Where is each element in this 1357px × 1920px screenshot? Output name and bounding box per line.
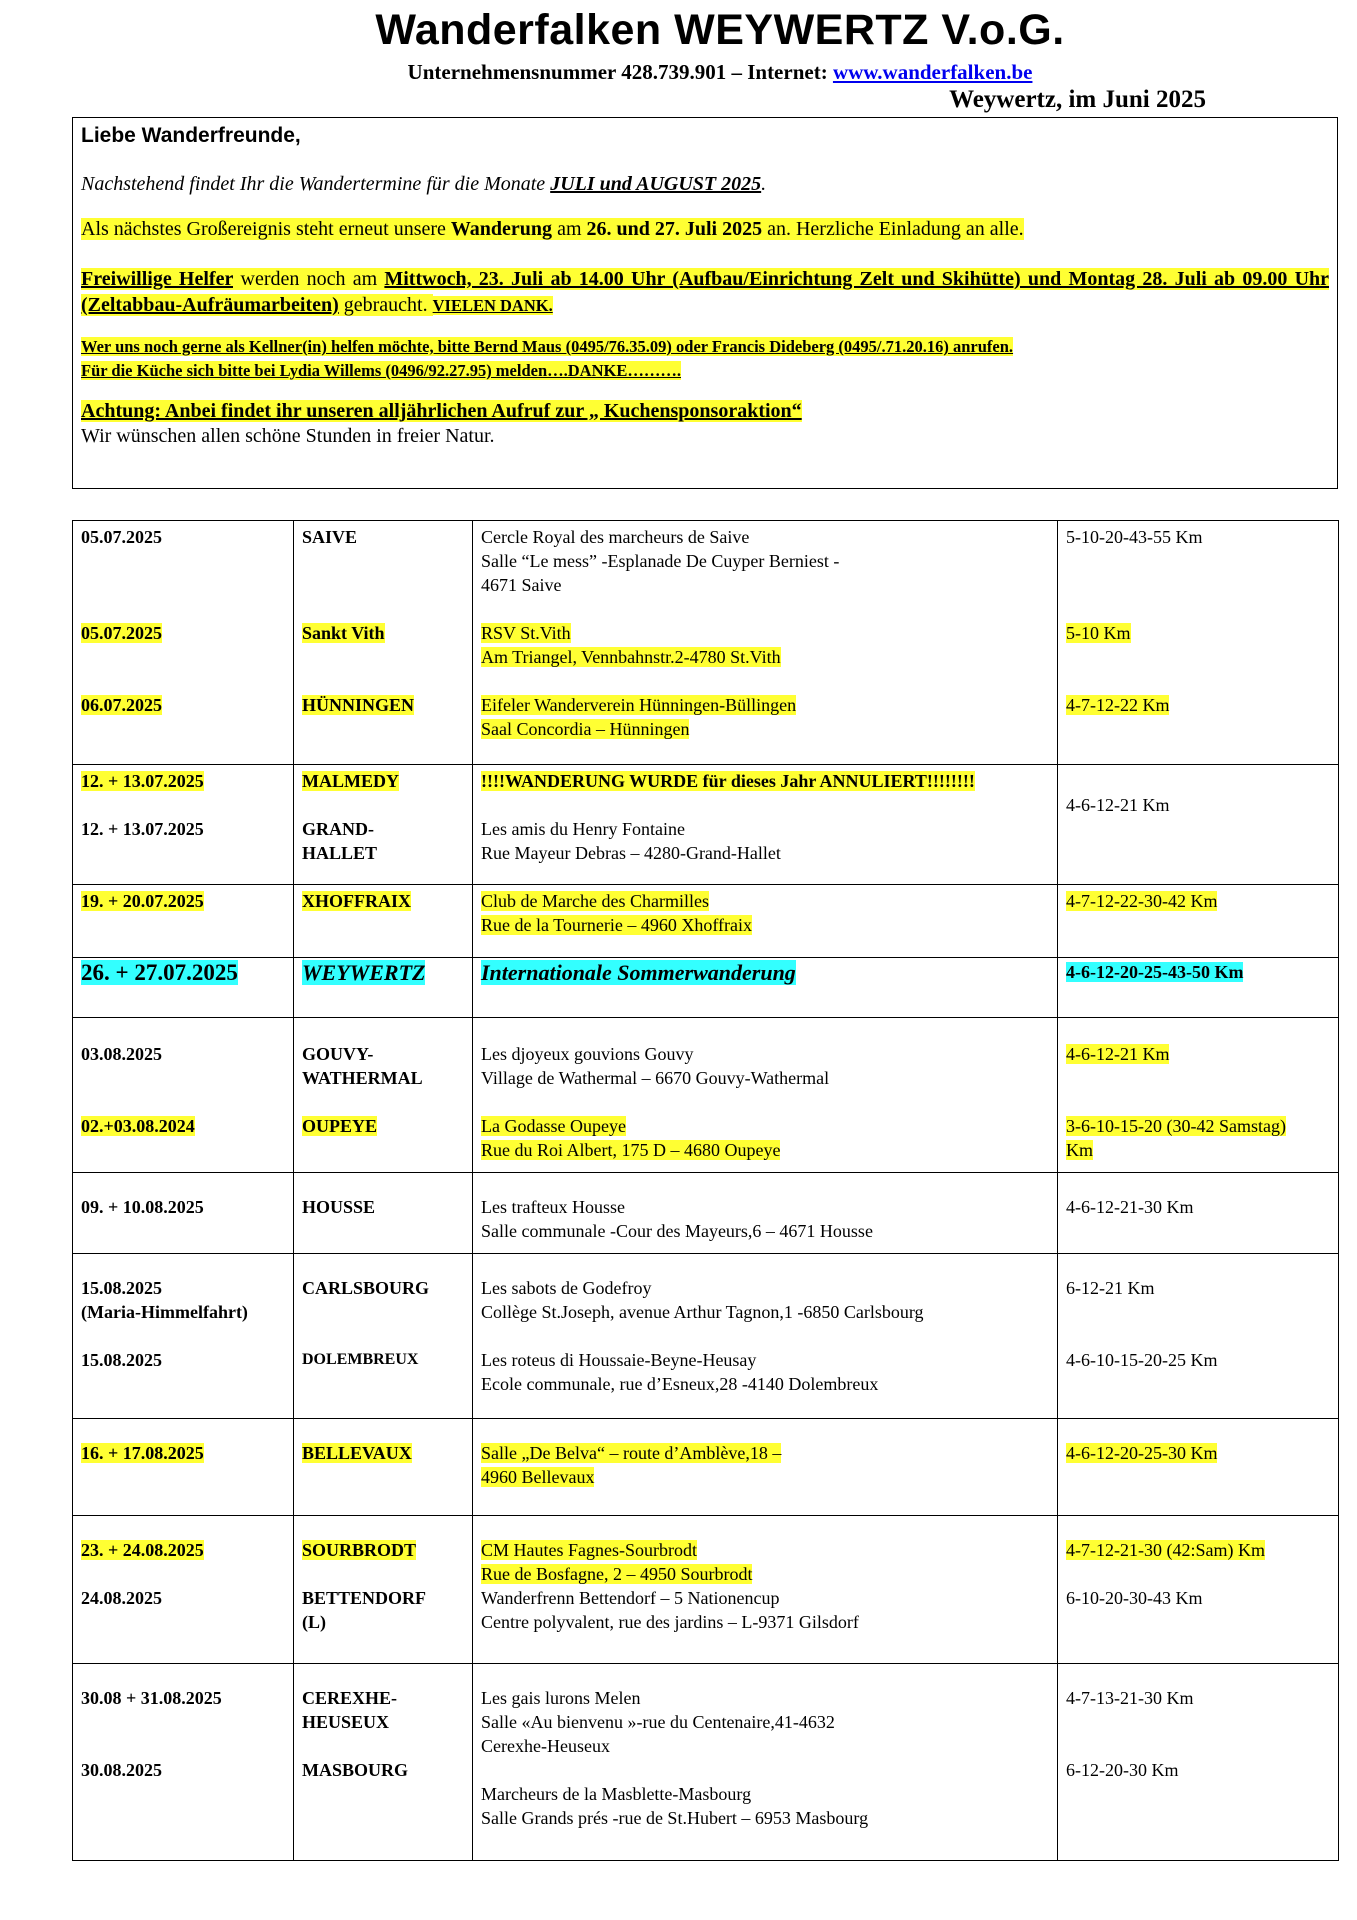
kellner-line-2: Für die Küche sich bitte bei Lydia Willems (0496/92.27.95) melden….DANKE………. <box>81 361 681 380</box>
club-address: Cerexhe-Heuseux <box>481 1736 610 1756</box>
table-row <box>73 1516 1339 1664</box>
place: GOUVY- <box>302 1044 374 1064</box>
place-cell <box>294 885 473 958</box>
date: 12. + 13.07.2025 <box>81 819 204 839</box>
company-line <box>0 60 1357 85</box>
place: Sankt Vith <box>302 623 385 643</box>
distance-cell <box>1058 521 1339 765</box>
helpers-text-d: gebraucht. <box>338 294 433 316</box>
date-cell <box>73 1419 294 1516</box>
club-name: Club de Marche des Charmilles <box>481 891 709 911</box>
distance-cell <box>1058 885 1339 958</box>
intro-end: . <box>761 173 767 195</box>
event-name: Internationale Sommerwanderung <box>481 960 796 985</box>
date: 06.07.2025 <box>81 695 162 715</box>
distance: 4-7-12-22 Km <box>1066 695 1170 715</box>
date-cell <box>73 1516 294 1664</box>
club-address: Village de Wathermal – 6670 Gouvy-Wathermal <box>481 1068 830 1088</box>
place-cell <box>294 1018 473 1173</box>
club-cell <box>473 1254 1058 1419</box>
distance: 3-6-10-15-20 (30-42 Samstag) <box>1066 1116 1286 1136</box>
club-name: Eifeler Wanderverein Hünningen-Büllingen <box>481 695 797 715</box>
club-address: Salle „De Belva“ – route d’Amblève,18 – <box>481 1443 782 1463</box>
place: CARLSBOURG <box>302 1278 430 1298</box>
place: MALMEDY <box>302 771 399 791</box>
date: 02.+03.08.2024 <box>81 1116 195 1136</box>
date-cell <box>73 1254 294 1419</box>
letter-date: Weywertz, im Juni 2025 <box>949 86 1206 113</box>
place: MASBOURG <box>302 1760 409 1780</box>
club-name: La Godasse Oupeye <box>481 1116 626 1136</box>
place-cell <box>294 1516 473 1664</box>
club-address: Rue de Bosfagne, 2 – 4950 Sourbrodt <box>481 1564 753 1584</box>
table-row <box>73 1173 1339 1254</box>
distance: 4-6-12-20-25-43-50 Km <box>1066 962 1244 982</box>
place-cell <box>294 1419 473 1516</box>
club-cell <box>473 1664 1058 1861</box>
company-number: Unternehmensnummer 428.739.901 – Internet: <box>407 60 833 84</box>
place: HOUSSE <box>302 1197 376 1217</box>
date: 15.08.2025 <box>81 1350 162 1370</box>
club-address: Collège St.Joseph, avenue Arthur Tagnon,1 -6850 Carlsbourg <box>481 1302 924 1322</box>
date: 24.08.2025 <box>81 1588 162 1608</box>
distance-cell <box>1058 765 1339 885</box>
date-note: (Maria-Himmelfahrt) <box>81 1302 248 1322</box>
date: 23. + 24.08.2025 <box>81 1540 204 1560</box>
club-cell <box>473 1516 1058 1664</box>
club-name: Les sabots de Godefroy <box>481 1278 652 1298</box>
place: BELLEVAUX <box>302 1443 412 1463</box>
event-text-e: an. Herzliche Einladung an alle. <box>762 218 1024 240</box>
place: DOLEMBREUX <box>302 1351 419 1368</box>
distance: 6-10-20-30-43 Km <box>1066 1588 1203 1608</box>
place-cell <box>294 765 473 885</box>
place-cell <box>294 1254 473 1419</box>
distance: 4-6-12-21 Km <box>1066 1044 1170 1064</box>
table-row <box>73 1664 1339 1861</box>
greeting: Liebe Wanderfreunde, <box>81 124 301 147</box>
club-name: CM Hautes Fagnes-Sourbrodt <box>481 1540 697 1560</box>
intro-text: Nachstehend findet Ihr die Wandertermine für die Monate <box>81 173 551 195</box>
club-address: Rue du Roi Albert, 175 D – 4680 Oupeye <box>481 1140 781 1160</box>
table-row <box>73 1254 1339 1419</box>
date: 16. + 17.08.2025 <box>81 1443 204 1463</box>
date-cell <box>73 1173 294 1254</box>
date-cell <box>73 958 294 1018</box>
distance-unit: Km <box>1066 1140 1093 1160</box>
date: 30.08 + 31.08.2025 <box>81 1688 222 1708</box>
distance-cell <box>1058 958 1339 1018</box>
helpers-dates: Mittwoch, 23. Juli ab 14.00 Uhr (Aufbau/Einrichtung Zelt und Skihütte) und Montag 28. Juli ab 09.00 Uhr (Zeltabbau-Aufräumarbeiten) <box>81 268 1330 316</box>
club-name: Wanderfrenn Bettendorf – 5 Nationencup <box>481 1588 780 1608</box>
date-cell <box>73 765 294 885</box>
club-address: 4960 Bellevaux <box>481 1467 595 1487</box>
distance: 4-7-12-22-30-42 Km <box>1066 891 1218 911</box>
club-name: Les roteus di Houssaie-Beyne-Heusay <box>481 1350 757 1370</box>
club-cell <box>473 1173 1058 1254</box>
place: GRAND- <box>302 819 374 839</box>
helpers-notice <box>81 266 1329 319</box>
place-cell <box>294 958 473 1018</box>
distance-cell <box>1058 1664 1339 1861</box>
distance: 4-6-10-15-20-25 Km <box>1066 1350 1218 1370</box>
event-announcement <box>81 218 1329 241</box>
date-cell <box>73 885 294 958</box>
club-address: Ecole communale, rue d’Esneux,28 -4140 Dolembreux <box>481 1374 879 1394</box>
distance: 4-6-12-21 Km <box>1066 795 1170 815</box>
achtung-notice <box>81 399 1329 449</box>
closing-text: Wir wünschen allen schöne Stunden in freier Natur. <box>81 425 495 447</box>
club-name: Les gais lurons Melen <box>481 1688 641 1708</box>
intro-months: JULI und AUGUST 2025 <box>550 173 762 195</box>
place: WATHERMAL <box>302 1068 423 1088</box>
place: HÜNNINGEN <box>302 695 415 715</box>
intro-line <box>81 173 1329 196</box>
date: 05.07.2025 <box>81 623 162 643</box>
date: 09. + 10.08.2025 <box>81 1197 204 1217</box>
place: SOURBRODT <box>302 1540 417 1560</box>
table-row <box>73 1018 1339 1173</box>
date: 26. + 27.07.2025 <box>81 960 238 985</box>
distance: 6-12-20-30 Km <box>1066 1760 1179 1780</box>
club-address: 4671 Saive <box>481 575 562 595</box>
event-text-b: Wanderung <box>450 218 553 240</box>
distance-cell <box>1058 1018 1339 1173</box>
club-cell <box>473 521 1058 765</box>
club-address: Am Triangel, Vennbahnstr.2-4780 St.Vith <box>481 647 781 667</box>
helpers-thanks: VIELEN DANK. <box>432 296 553 315</box>
place: CEREXHE- <box>302 1688 398 1708</box>
kellner-line-1: Wer uns noch gerne als Kellner(in) helfen möchte, bitte Bernd Maus (0495/76.35.09) oder Francis Dideberg (0495/.71.20.16) anrufen. <box>81 337 1014 356</box>
date: 15.08.2025 <box>81 1278 162 1298</box>
club-cell <box>473 1018 1058 1173</box>
table-row <box>73 958 1339 1018</box>
distance: 4-6-12-20-25-30 Km <box>1066 1443 1218 1463</box>
event-dates: 26. und 27. Juli 2025 <box>586 218 763 240</box>
distance-cell <box>1058 1516 1339 1664</box>
distance-cell <box>1058 1419 1339 1516</box>
club-name: Les amis du Henry Fontaine <box>481 819 685 839</box>
table-row <box>73 1419 1339 1516</box>
place-cell <box>294 1173 473 1254</box>
place: HALLET <box>302 843 378 863</box>
helpers-text-b: werden noch am <box>233 268 385 290</box>
club-name: RSV St.Vith <box>481 623 571 643</box>
place: (L) <box>302 1612 326 1632</box>
distance-cell <box>1058 1173 1339 1254</box>
helpers-title: Freiwillige Helfer <box>81 268 234 290</box>
place: SAIVE <box>302 527 358 547</box>
club-address: Rue de la Tournerie – 4960 Xhoffraix <box>481 915 753 935</box>
club-name: Les djoyeux gouvions Gouvy <box>481 1044 694 1064</box>
club-address: Centre polyvalent, rue des jardins – L-9371 Gilsdorf <box>481 1612 859 1632</box>
place-cell <box>294 521 473 765</box>
date-cell <box>73 1018 294 1173</box>
event-text-a: Als nächstes Großereignis steht erneut unsere <box>81 218 451 240</box>
distance: 4-7-13-21-30 Km <box>1066 1688 1194 1708</box>
table-row <box>73 521 1339 765</box>
distance: 4-7-12-21-30 (42:Sam) Km <box>1066 1540 1265 1560</box>
place: HEUSEUX <box>302 1712 390 1732</box>
place: XHOFFRAIX <box>302 891 411 911</box>
table-row <box>73 765 1339 885</box>
intro-box <box>72 117 1338 489</box>
club-cell <box>473 958 1058 1018</box>
club-address: Salle Grands prés -rue de St.Hubert – 6953 Masbourg <box>481 1808 869 1828</box>
place: BETTENDORF <box>302 1588 427 1608</box>
schedule-table <box>72 520 1339 1861</box>
distance-cell <box>1058 1254 1339 1419</box>
date: 19. + 20.07.2025 <box>81 891 204 911</box>
distance: 6-12-21 Km <box>1066 1278 1155 1298</box>
page-title: Wanderfalken WEYWERTZ V.o.G. <box>375 6 1065 54</box>
club-address: Salle “Le mess” -Esplanade De Cuyper Berniest - <box>481 551 840 571</box>
club-address: Salle «Au bienvenu »-rue du Centenaire,41-4632 <box>481 1712 835 1732</box>
club-name: Marcheurs de la Masblette-Masbourg <box>481 1784 752 1804</box>
club-name: Les trafteux Housse <box>481 1197 625 1217</box>
place-cell <box>294 1664 473 1861</box>
club-cell <box>473 765 1058 885</box>
date-cell <box>73 1664 294 1861</box>
club-cell <box>473 1419 1058 1516</box>
club-address: Rue Mayeur Debras – 4280-Grand-Hallet <box>481 843 781 863</box>
club-address: Salle communale -Cour des Mayeurs,6 – 4671 Housse <box>481 1221 873 1241</box>
date: 12. + 13.07.2025 <box>81 771 204 791</box>
place: OUPEYE <box>302 1116 378 1136</box>
event-text-c: am <box>552 218 587 240</box>
achtung-text: Achtung: Anbei findet ihr unseren alljährlichen Aufruf zur „ Kuchensponsoraktion“ <box>81 400 802 422</box>
date: 03.08.2025 <box>81 1044 162 1064</box>
date: 30.08.2025 <box>81 1760 162 1780</box>
distance: 5-10-20-43-55 Km <box>1066 527 1203 547</box>
club-address: Saal Concordia – Hünningen <box>481 719 690 739</box>
date: 05.07.2025 <box>81 527 162 547</box>
distance: 5-10 Km <box>1066 623 1131 643</box>
table-row <box>73 885 1339 958</box>
cancellation-notice: !!!!WANDERUNG WURDE für dieses Jahr ANNULIERT!!!!!!!! <box>481 771 975 791</box>
club-name: Cercle Royal des marcheurs de Saive <box>481 527 750 547</box>
website-link[interactable]: www.wanderfalken.be <box>832 60 1033 84</box>
distance: 4-6-12-21-30 Km <box>1066 1197 1194 1217</box>
date-cell <box>73 521 294 765</box>
club-cell <box>473 885 1058 958</box>
kellner-notice <box>81 335 1329 383</box>
place: WEYWERTZ <box>302 960 426 985</box>
